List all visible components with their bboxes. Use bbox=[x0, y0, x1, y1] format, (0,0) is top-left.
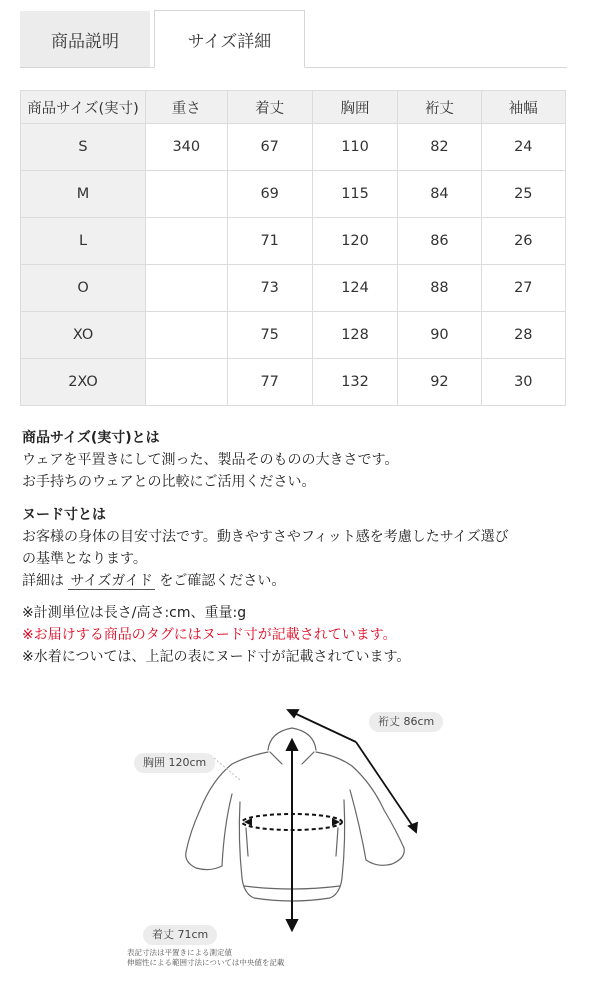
weight-cell bbox=[146, 312, 227, 359]
nude-size-title: ヌード寸とは bbox=[22, 507, 106, 523]
sleeve-length-cell: 84 bbox=[398, 171, 481, 218]
nude-size-line-2: の基準となります。 bbox=[22, 551, 147, 567]
size-guide-link[interactable]: サイズガイド bbox=[70, 573, 153, 589]
length-cell: 75 bbox=[227, 312, 312, 359]
weight-cell bbox=[146, 359, 227, 406]
header-length: 着丈 bbox=[227, 91, 312, 124]
tab-bar bbox=[20, 10, 567, 68]
length-cell: 67 bbox=[227, 124, 312, 171]
chest-cell: 128 bbox=[312, 312, 397, 359]
chest-label: 胸囲 120cm bbox=[134, 753, 215, 773]
measurement-note-1: 表記寸法は平置きによる測定値 bbox=[127, 948, 232, 957]
detail-prefix: 詳細は bbox=[22, 573, 64, 589]
size-cell: O bbox=[21, 265, 146, 312]
chest-cell: 110 bbox=[312, 124, 397, 171]
table-row bbox=[21, 171, 566, 218]
header-product-size: 商品サイズ(実寸) bbox=[21, 91, 146, 124]
sleeve-width-cell: 26 bbox=[481, 218, 565, 265]
notes-section bbox=[22, 602, 582, 668]
sleeve-width-cell: 30 bbox=[481, 359, 565, 406]
table-row bbox=[21, 218, 566, 265]
sleeve-length-cell: 90 bbox=[398, 312, 481, 359]
product-size-line-1: ウェアを平置きにして測った、製品そのものの大きさです。 bbox=[22, 452, 399, 468]
size-cell: 2XO bbox=[21, 359, 146, 406]
sleeve-width-cell: 24 bbox=[481, 124, 565, 171]
weight-cell bbox=[146, 218, 227, 265]
chest-cell: 132 bbox=[312, 359, 397, 406]
length-cell: 73 bbox=[227, 265, 312, 312]
chest-cell: 115 bbox=[312, 171, 397, 218]
sleeve-width-cell: 25 bbox=[481, 171, 565, 218]
table-row bbox=[21, 124, 566, 171]
size-cell: XO bbox=[21, 312, 146, 359]
sleeve-length-cell: 86 bbox=[398, 218, 481, 265]
sleeve-length-cell: 92 bbox=[398, 359, 481, 406]
length-label: 着丈 71cm bbox=[143, 925, 217, 945]
sleeve-width-cell: 27 bbox=[481, 265, 565, 312]
unit-note: ※計測単位は長さ/高さ:cm、重量:g bbox=[22, 605, 247, 621]
length-cell: 77 bbox=[227, 359, 312, 406]
size-cell: L bbox=[21, 218, 146, 265]
length-cell: 71 bbox=[227, 218, 312, 265]
tab-size-details[interactable]: サイズ詳細 bbox=[154, 10, 305, 68]
size-table bbox=[20, 90, 566, 406]
sleeve-width-cell: 28 bbox=[481, 312, 565, 359]
header-weight: 重さ bbox=[146, 91, 227, 124]
sleeve-length-cell: 88 bbox=[398, 265, 481, 312]
nude-size-detail bbox=[22, 570, 582, 592]
weight-cell bbox=[146, 171, 227, 218]
weight-cell: 340 bbox=[146, 124, 227, 171]
nude-size-line-1: お客様の身体の目安寸法です。動きやすさやフィット感を考慮したサイズ選び bbox=[22, 529, 509, 545]
table-header-row bbox=[21, 91, 566, 124]
tab-product-description[interactable]: 商品説明 bbox=[20, 11, 150, 67]
weight-cell bbox=[146, 265, 227, 312]
product-size-line-2: お手持ちのウェアとの比較にご活用ください。 bbox=[22, 474, 316, 490]
length-cell: 69 bbox=[227, 171, 312, 218]
swimwear-note: ※水着については、上記の表にヌード寸が記載されています。 bbox=[22, 649, 411, 665]
product-size-section bbox=[22, 427, 582, 493]
jacket-illustration bbox=[0, 690, 600, 985]
header-chest: 胸囲 bbox=[312, 91, 397, 124]
chest-cell: 120 bbox=[312, 218, 397, 265]
product-size-title: 商品サイズ(実寸)とは bbox=[22, 430, 160, 446]
size-cell: M bbox=[21, 171, 146, 218]
table-row bbox=[21, 312, 566, 359]
chest-cell: 124 bbox=[312, 265, 397, 312]
table-row bbox=[21, 265, 566, 312]
table-row bbox=[21, 359, 566, 406]
measurement-note-2: 伸縮性による範囲寸法については中央値を記載 bbox=[127, 958, 285, 967]
sleeve-length-cell: 82 bbox=[398, 124, 481, 171]
sleeve-length-label: 裄丈 86cm bbox=[369, 712, 443, 732]
header-sleeve-width: 袖幅 bbox=[481, 91, 565, 124]
measurement-diagram bbox=[0, 690, 600, 985]
size-cell: S bbox=[21, 124, 146, 171]
tag-warning-note: ※お届けする商品のタグにはヌード寸が記載されています。 bbox=[22, 627, 397, 643]
header-sleeve-length: 裄丈 bbox=[398, 91, 481, 124]
nude-size-section bbox=[22, 504, 582, 592]
detail-suffix: をご確認ください。 bbox=[159, 573, 286, 589]
